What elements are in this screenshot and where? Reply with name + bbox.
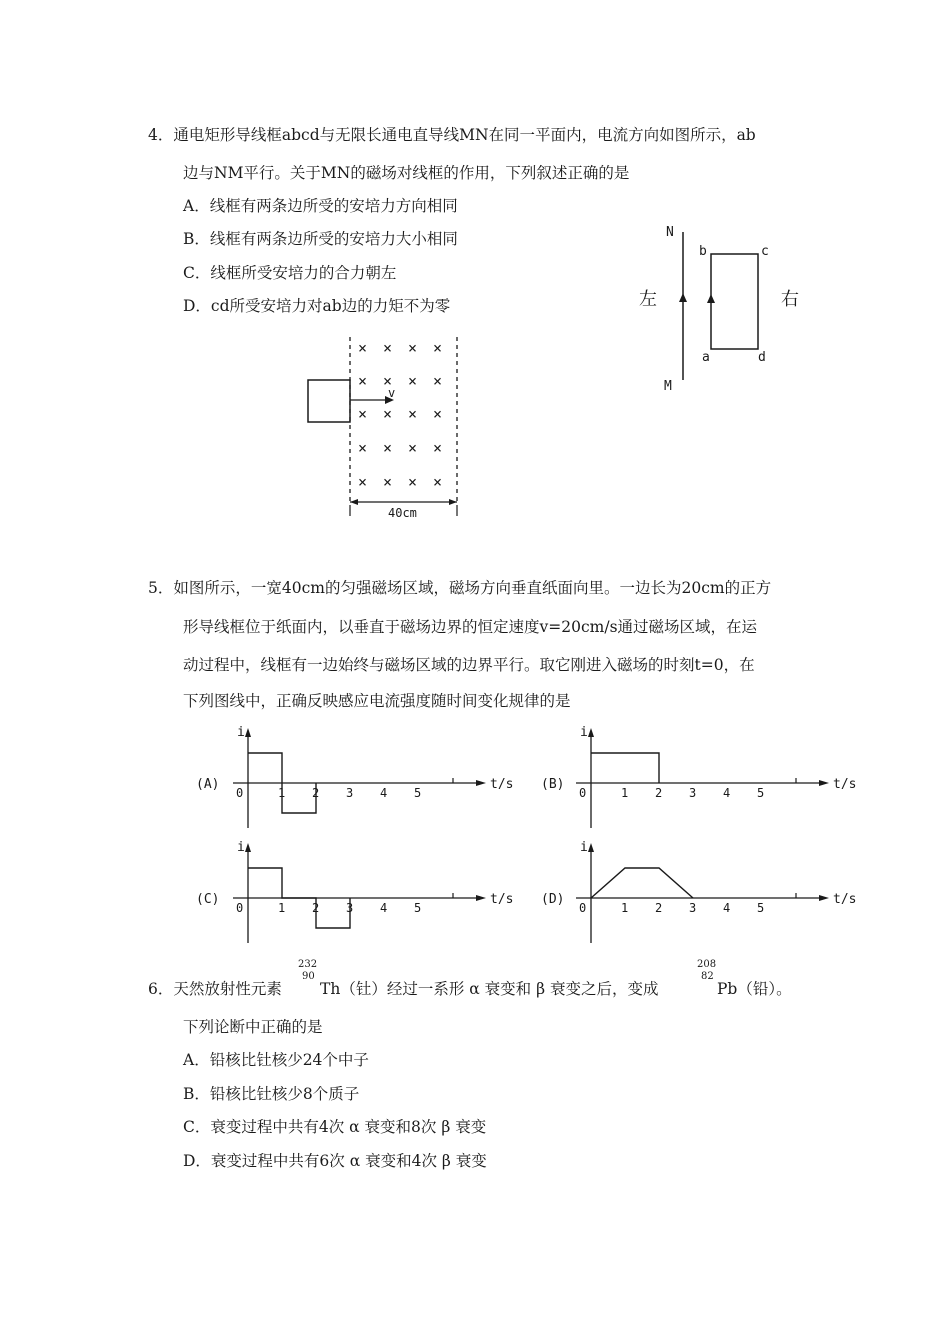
field-cross: × (433, 405, 443, 423)
q4-stem-line1: 4．通电矩形导线框abcd与无限长通电直导线MN在同一平面内，电流方向如图所示，ab (148, 126, 756, 144)
q6-option-b: B．铅核比钍核少8个质子 (183, 1085, 360, 1103)
field-cross: × (383, 405, 393, 423)
y-axis-arrow (245, 843, 251, 852)
x-axis-arrow (819, 895, 829, 901)
tick-label: 4 (723, 786, 731, 800)
tick-label: 5 (757, 901, 765, 915)
label-n: N (666, 225, 674, 240)
q5-stem-line2: 形导线框位于纸面内，以垂直于磁场边界的恒定速度v=20cm/s通过磁场区域，在运 (183, 618, 758, 636)
field-cross: × (408, 405, 418, 423)
field-cross: × (408, 372, 418, 390)
field-cross: × (383, 372, 393, 390)
graph-b (541, 725, 856, 828)
graph-d (541, 840, 856, 943)
x-axis-arrow (819, 780, 829, 786)
graph-a (196, 725, 513, 828)
field-cross: × (433, 439, 443, 457)
q6-stem-prefix: 6．天然放射性元素 (148, 980, 282, 998)
label-d: d (758, 350, 766, 365)
tick-label: 3 (346, 901, 354, 915)
label-left: 左 (639, 289, 657, 310)
field-cross: × (383, 339, 393, 357)
y-axis-arrow (245, 728, 251, 737)
tick-label: 2 (655, 901, 663, 915)
q4-option-b: B．线框有两条边所受的安培力大小相同 (183, 230, 458, 248)
field-cross: × (408, 339, 418, 357)
field-cross: × (408, 439, 418, 457)
tick-label: 2 (655, 786, 663, 800)
tick-label: 3 (689, 901, 697, 915)
tick-label: 5 (414, 901, 422, 915)
y-axis-label: i (237, 840, 245, 855)
q5-stem-line3: 动过程中，线框有一边始终与磁场区域的边界平行。取它刚进入磁场的时刻t=0，在 (183, 656, 755, 674)
origin-label: 0 (579, 786, 587, 800)
q5-stem-line4: 下列图线中，正确反映感应电流强度随时间变化规律的是 (183, 692, 571, 710)
field-cross: × (358, 439, 368, 457)
y-axis-arrow (588, 843, 594, 852)
tick-label: 1 (278, 786, 286, 800)
y-axis-label: i (580, 840, 588, 855)
velocity-label: v (388, 386, 396, 400)
x-axis-label: t/s (490, 892, 514, 907)
field-cross: × (433, 372, 443, 390)
tick-label: 4 (380, 786, 388, 800)
current-curve (591, 753, 659, 783)
option-label: (B) (541, 777, 565, 792)
q6-option-c: C．衰变过程中共有4次 α 衰变和8次 β 衰变 (183, 1118, 487, 1136)
option-label: (A) (196, 777, 220, 792)
tick-label: 2 (312, 786, 320, 800)
q4-stem-line2: 边与NM平行。关于MN的磁场对线框的作用，下列叙述正确的是 (183, 164, 630, 182)
graph-c (196, 840, 513, 943)
th-atomic-number: 90 (302, 971, 315, 982)
field-cross: × (358, 405, 368, 423)
label-a: a (702, 350, 710, 365)
pb-atomic-number: 82 (701, 971, 714, 982)
tick-label: 3 (689, 786, 697, 800)
origin-label: 0 (579, 901, 587, 915)
q4-option-a: A．线框有两条边所受的安培力方向相同 (183, 197, 458, 215)
field-cross: × (408, 473, 418, 491)
y-axis-label: i (580, 725, 588, 740)
field-cross: × (433, 339, 443, 357)
x-axis-label: t/s (490, 777, 514, 792)
field-cross: × (383, 439, 393, 457)
width-label: 40cm (388, 506, 417, 520)
q6-stem-middle: Th（钍）经过一系形 α 衰变和 β 衰变之后，变成 (320, 980, 659, 998)
origin-label: 0 (236, 901, 244, 915)
current-curve (591, 868, 693, 898)
x-axis-label: t/s (833, 892, 857, 907)
tick-label: 5 (757, 786, 765, 800)
q6-stem-line2: 下列论断中正确的是 (183, 1018, 323, 1036)
q4-option-d: D．cd所受安培力对ab边的力矩不为零 (183, 297, 451, 315)
label-m: M (664, 379, 672, 394)
q6-option-d: D．衰变过程中共有6次 α 衰变和4次 β 衰变 (183, 1152, 487, 1170)
field-cross: × (383, 473, 393, 491)
tick-label: 4 (380, 901, 388, 915)
tick-label: 1 (621, 786, 629, 800)
x-axis-arrow (476, 780, 486, 786)
tick-label: 2 (312, 901, 320, 915)
th-mass-number: 232 (298, 959, 318, 970)
option-label: (D) (541, 892, 565, 907)
x-axis-label: t/s (833, 777, 857, 792)
field-cross: × (433, 473, 443, 491)
tick-label: 1 (621, 901, 629, 915)
q4-option-c: C．线框所受安培力的合力朝左 (183, 264, 397, 282)
q6-stem-suffix: Pb（铅）。 (717, 980, 792, 998)
q5-stem-line1: 5．如图所示，一宽40cm的匀强磁场区域，磁场方向垂直纸面向里。一边长为20cm的正方 (148, 579, 772, 597)
tick-label: 5 (414, 786, 422, 800)
tick-label: 3 (346, 786, 354, 800)
pb-mass-number: 208 (697, 959, 717, 970)
label-c: c (761, 244, 769, 259)
x-axis-arrow (476, 895, 486, 901)
origin-label: 0 (236, 786, 244, 800)
label-right: 右 (781, 289, 799, 310)
q6-option-a: A．铅核比钍核少24个中子 (183, 1051, 369, 1069)
y-axis-arrow (588, 728, 594, 737)
field-cross: × (358, 339, 368, 357)
tick-label: 4 (723, 901, 731, 915)
tick-label: 1 (278, 901, 286, 915)
field-cross: × (358, 372, 368, 390)
option-label: (C) (196, 892, 220, 907)
label-b: b (699, 244, 707, 259)
field-cross: × (358, 473, 368, 491)
y-axis-label: i (237, 725, 245, 740)
